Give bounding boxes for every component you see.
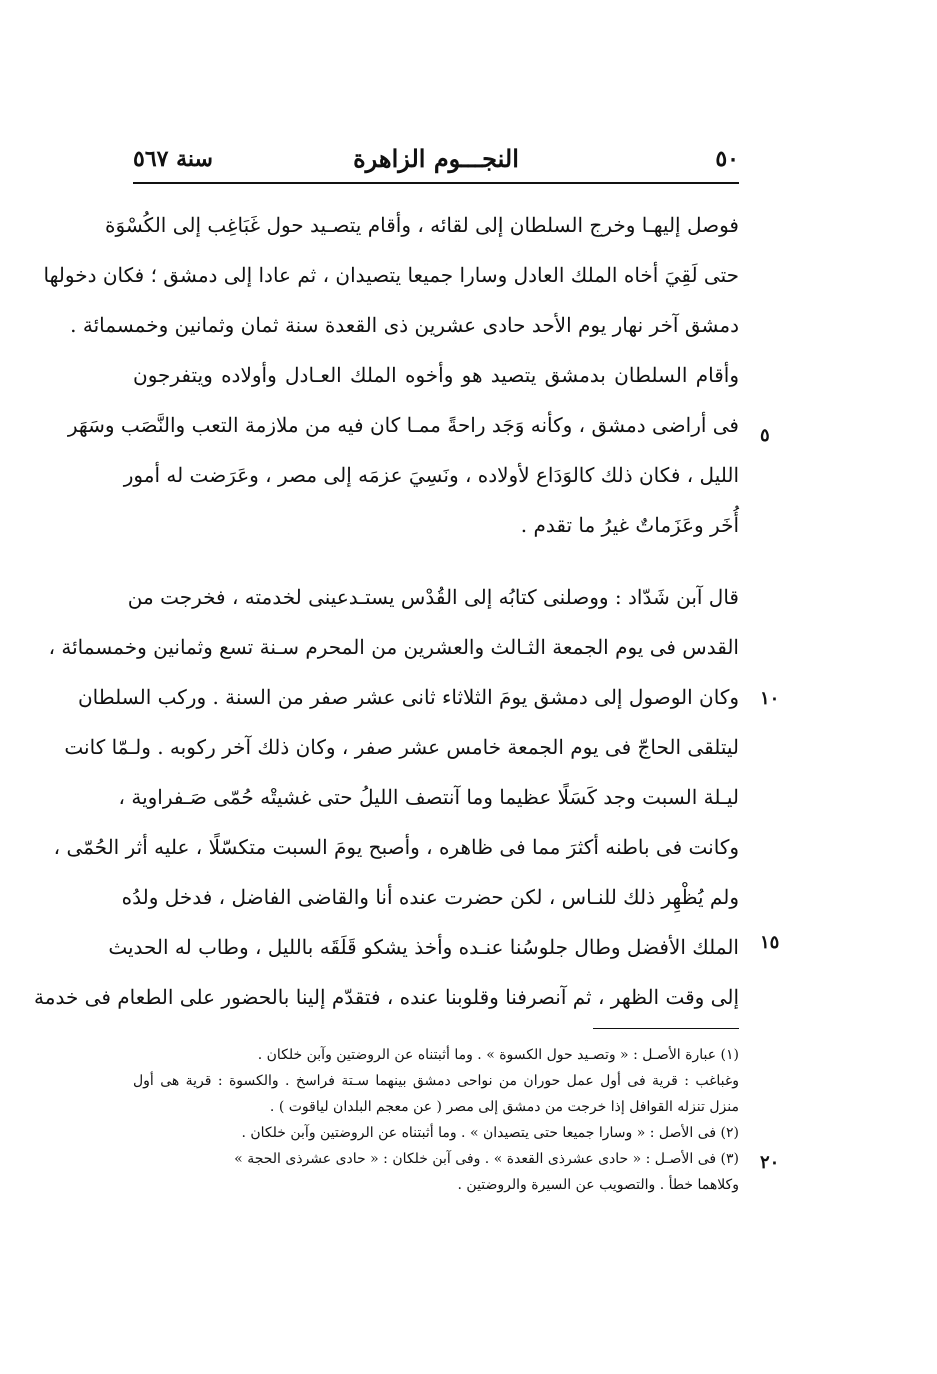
paragraph-gap [133, 550, 739, 572]
running-title: النجـــوم الزاهرة [353, 144, 519, 173]
line-number-15: ١٥ [760, 932, 780, 953]
footnote-3 [133, 1146, 739, 1198]
text-line: قال آبن شَدّاد : ووصلنى كتابُه إلى القُدْس يستـدعينى لخدمته ، فخرجت من [127, 585, 739, 609]
footnote-line: وكلاهما خطأ . والتصويب عن السيرة والروضتين . [457, 1177, 739, 1193]
text-line: وكان الوصول إلى دمشق يومَ الثلاثاء ثانى عشر صفر من السنة . وركب السلطان [77, 685, 739, 709]
footnote-rule [593, 1028, 739, 1029]
text-line: فوصل إليهـا وخرج السلطان إلى لقائه ، وأقام يتصـيد حول غَبَاغِب إلى الكُسْوَة [105, 213, 739, 237]
footnote-2 [133, 1120, 739, 1146]
paragraph [34, 572, 739, 1022]
footnote-line: (٣) فى الأصـل : « حادى عشرذى القعدة » . وفى آبن خلكان : « حادى عشرذى الحجة » [234, 1151, 739, 1167]
text-line: الليل ، فكان ذلك كالوَدَاع لأولاده ، ونَسِيَ عزمَه إلى مصر ، وعَرَضت له أمور [123, 463, 739, 487]
text-line: ليـلة السبت وجد كَسَلًا عظيما وما آنتصف الليلُ حتى غشيتْه حُمّى صَـفراوية ، [118, 785, 739, 809]
footnote-line: (١) عبارة الأصـل : « وتصـيد حول الكسوة » . وما أثبتناه عن الروضتين وآبن خلكان . [257, 1047, 739, 1063]
text-line: القدس فى يوم الجمعة الثـالث والعشرين من المحرم سـنة تسع وثمانين وخمسمائة ، [48, 635, 739, 659]
header-year: سنة ٥٦٧ [133, 146, 213, 172]
text-line: وكانت فى باطنه أكثرَ مما فى ظاهره ، وأصبح يومَ السبت متكسّلًا ، عليه أثر الحُمّى ، [53, 835, 739, 859]
page-number: ٥٠ [715, 146, 739, 172]
line-number-5: ٥ [760, 425, 770, 446]
line-number-10: ١٠ [760, 688, 780, 709]
text-line: دمشق آخر نهار يوم الأحد حادى عشرين ذى القعدة سنة ثمان وثمانين وخمسمائة . [70, 313, 739, 337]
footnote-line: وغباغب : قرية فى أول عمل حوران من نواحى دمشق بينهما سـتة فراسخ . والكسوة : قرية هى أول [133, 1073, 739, 1089]
footnote-line: (٢) فى الأصل : « وسارا جميعا حتى يتصيدان » . وما أثبتناه عن الروضتين وآبن خلكان . [241, 1125, 739, 1141]
footnotes [133, 1042, 739, 1198]
header-rule [133, 182, 739, 184]
text-line: حتى لَقِيَ أخاه الملك العادل وسارا جميعا يتصيدان ، ثم عادا إلى دمشق ؛ فكان دخولها [43, 263, 739, 287]
text-line: فى أراضى دمشق ، وكأنه وَجَد راحةً ممـا كان فيه من ملازمة التعب والنَّصَب وسَهَر [67, 413, 739, 437]
text-line: إلى وقت الظهر ، ثم آنصرفنا وقلوبنا عنده ، فتقدّم إلينا بالحضور على الطعام فى خدمة [34, 985, 739, 1009]
running-header [133, 140, 739, 180]
text-line: الملك الأفضل وطال جلوسُنا عنـده وأخذ يشكو قَلَقَه بالليل ، وطاب له الحديث [108, 935, 739, 959]
text-line: ليتلقى الحاجّ فى يوم الجمعة خامس عشر صفر ، وكان ذلك آخر ركوبه . ولـمّا كانت [64, 735, 739, 759]
paragraph [43, 200, 739, 550]
footnote-1 [133, 1042, 739, 1120]
footnote-line: منزل تنزله القوافل إذا خرجت من دمشق إلى مصر ( عن معجم البلدان لياقوت ) . [269, 1099, 739, 1115]
text-line: أُخَر وعَزَماتٌ غيرُ ما تقدم . [520, 513, 739, 537]
line-number-20: ٢٠ [760, 1152, 780, 1173]
text-line: ولم يُظْهِر ذلك للنـاس ، لكن حضرت عنده أنا والقاضى الفاضل ، فدخل ولدُه [121, 885, 739, 909]
main-text [34, 200, 739, 1022]
text-line: وأقام السلطان بدمشق يتصيد هو وأخوه الملك العـادل وأولاده ويتفرجون [133, 363, 739, 387]
